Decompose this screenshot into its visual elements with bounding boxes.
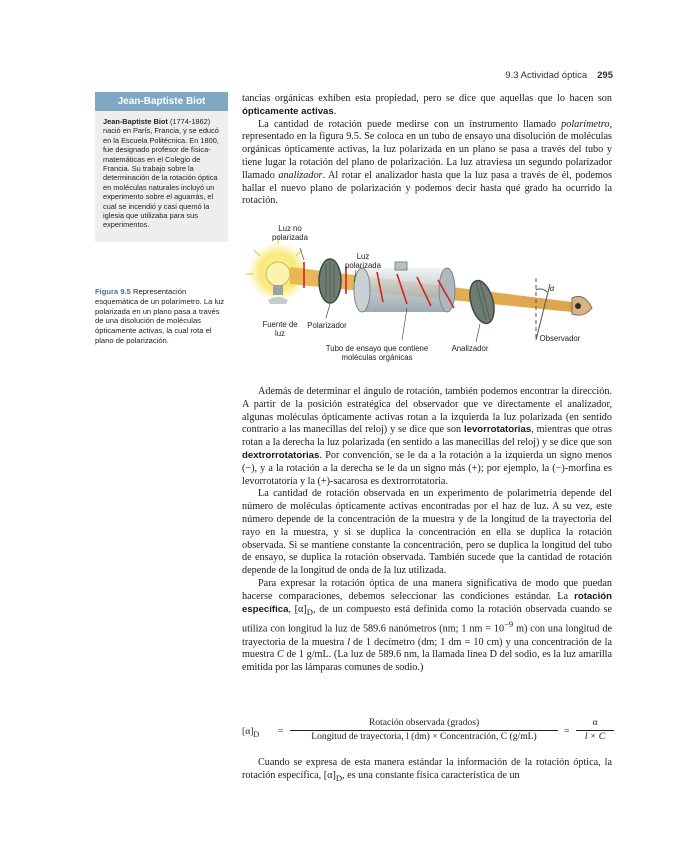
biography-sidebar [95, 92, 228, 242]
term-levorrotatorias: levorrotatorias [463, 424, 532, 436]
light-bulb-icon [266, 262, 290, 286]
formula-denominator: Longitud de trayectoria, l (dm) × Concentración, C (g/mL) [311, 731, 537, 742]
specific-rotation-formula [242, 717, 612, 747]
text-end [242, 757, 612, 785]
label-analizador: Analizador [451, 344, 489, 353]
p2-a: La cantidad de rotación puede medirse con un instrumento llamado [258, 118, 562, 130]
term-rotacion-especifica: rotación específica [242, 590, 612, 615]
eye-icon [572, 296, 592, 315]
p5-e: , de un compuesto está definida como la rotación observada cuando se utiliza con longitud la luz de 589.6 nanómetros (nm; 1 nm = 10 [242, 603, 612, 635]
p6-a: Cuando se expresa de esta manera estándar la información de la rotación óptica, la rotación específica, [α] [242, 757, 612, 781]
formula-denominator-2: l × C [584, 731, 606, 742]
bulb-base [273, 285, 283, 295]
term-analizador: analizador [278, 169, 323, 181]
p6-sub: D [335, 772, 343, 783]
formula-lhs [242, 726, 259, 739]
p5-i: de 1 decímetro (dm; 1 dm = 10 cm) y una concentración de la muestra [242, 636, 612, 661]
formula-equals-2: = [564, 726, 570, 737]
p3-e: . Por convención, se le da a la rotación a la izquierda un signo menos (−), y a la rotación a la derecha se le da un signo más (+); por ejemplo, la (−)-morfina es levorrotatoria y la (+)-sacarosa es dextrorrotatoria. [242, 449, 612, 487]
formula-numerator: Rotación observada (grados) [290, 717, 558, 731]
running-header [505, 70, 613, 81]
p3-a: Además de determinar el ángulo de rotación, también podemos encontrar la dirección. A partir de la posición estratégica del observador que ve directamente el analizador, algunas moléculas ópticamente activas rotan a la izquierda la luz polarizada (en sentido contrario a las manecillas del reloj) y se dice que son [242, 386, 612, 436]
term-dextrorrotatorias: dextrorrotatorias [242, 449, 320, 461]
paragraph-4: La cantidad de rotación observada en un experimento de polarimetría depende del número de moléculas ópticamente activas encontradas por el haz de luz. A su vez, este número depende de la concentración de la muestra y de la longitud de la trayectoria del rayo en la muestra, y si se duplica la concentración en ella se duplica la rotación observada. Si se mantiene constante la concentración, pero se duplica la longitud del tubo de ensayo, se duplica la rotación observada. También sucede que la cantidad de rotación depende de la longitud de onda de la luz utilizada. [242, 488, 612, 577]
figure-label: Figura 9.5 [95, 287, 131, 296]
formula-fraction-1 [290, 717, 558, 742]
analyzer-disc [466, 278, 499, 326]
p3-c: , mientras que otras rotan a la derecha la luz polarizada (en sentido a las manecillas del reloj) y se dice que son [242, 424, 612, 449]
p5-var-l: l [347, 636, 351, 648]
p5-g: m) con una longitud de trayectoria de la muestra [242, 623, 612, 648]
formula-numerator-2: α [576, 717, 614, 731]
formula-lhs-sub: D [253, 729, 260, 739]
page-number: 295 [597, 70, 613, 81]
p5-a: Para expresar la rotación óptica de una manera significativa de modo que puedan hacerse comparaciones, debemos seleccionar las condiciones estándar. La [242, 577, 612, 602]
formula-fraction-2 [576, 717, 614, 742]
eye-pupil [575, 303, 581, 309]
p5-sup: −9 [504, 619, 514, 630]
sample-tube [362, 268, 447, 312]
sidebar-text [95, 111, 228, 236]
p5-c: , [α] [288, 603, 307, 615]
p1-a: tancias orgánicas exhiben esta propiedad, pero se dice que aquellas que lo hacen son [242, 93, 612, 104]
sidebar-title: Jean-Baptiste Biot [95, 92, 228, 111]
formula-lhs-text: [α] [242, 726, 254, 737]
polarimeter-figure [242, 222, 612, 372]
p5-sub-d: D [306, 606, 313, 617]
label-polarizador: Polarizador [307, 321, 347, 330]
label-alpha: α [549, 284, 555, 293]
text-bottom [242, 386, 612, 675]
figure-caption [95, 287, 228, 346]
sidebar-body: (1774-1862) nació en París, Francia, y se educó en la Escuela Politécnica. En 1800, fue designado profesor de física-matemáticas en el Colegio de Francia. Su trabajo sobre la determinación de la rotación óptica en moléculas naturales incluyó un experimento sobre el aguarrás, el cual se incendió y casi quemó la iglesia que utilizaba para sus experimentos. [103, 117, 219, 230]
angle-arc [536, 289, 547, 292]
label-fuente-de-luz: Fuente de luz [262, 320, 298, 338]
label-tubo-de-ensayo: Tubo de ensayo que contiene moléculas orgánicas [325, 344, 429, 362]
p6-c: , es una constante física característica de un [342, 769, 520, 781]
p1-c: . [333, 105, 337, 117]
sidebar-name: Jean-Baptiste Biot [103, 117, 168, 126]
label-luz-polarizada: Luz polarizada [345, 252, 381, 270]
paragraph-6 [242, 757, 612, 785]
p2-e: . Al rotar el analizador hasta que la luz pasa a través de él, podemos hallar el nuevo plano de polarización y podemos decir hasta qué grado ha ocurrido la rotación. [242, 169, 612, 207]
term-opticamente-activas: ópticamente activas [242, 105, 334, 117]
term-polarimetro: polarímetro [561, 118, 610, 130]
paragraph-3 [242, 386, 612, 488]
paragraph-1 [242, 93, 612, 119]
text-top [242, 93, 612, 208]
paragraph-2 [242, 119, 612, 209]
formula-equals-1: = [278, 726, 284, 737]
tube-neck [395, 262, 407, 270]
p5-k: de 1 g/mL. (La luz de 589.6 nm, la llamada línea D del sodio, es la luz amarilla emitida por las lámparas comunes de sodio.) [242, 649, 613, 674]
paragraph-5 [242, 578, 612, 675]
label-observador: Observador [539, 334, 581, 343]
p2-c: , representado en la figura 9.5. Se coloca en un tubo de ensayo una disolución de moléculas orgánicas ópticamente activas, la luz polarizada en un plano se pasa a través del tubo y tiene lugar la rotación del plano de polarización. La luz atraviesa un segundo polarizador llamado [242, 118, 612, 181]
section-title: 9.3 Actividad óptica [505, 70, 588, 81]
figure-caption-text: Representación esquemática de un polarímetro. La luz polarizada en un plano pasa a través de una disolución de moléculas ópticamente activas, la cual rota el plano de polarización. [95, 287, 225, 345]
tube-left-end [354, 268, 370, 312]
p5-var-c: C [276, 649, 284, 661]
label-luz-no-polarizada: Luz no polarizada [272, 224, 308, 242]
